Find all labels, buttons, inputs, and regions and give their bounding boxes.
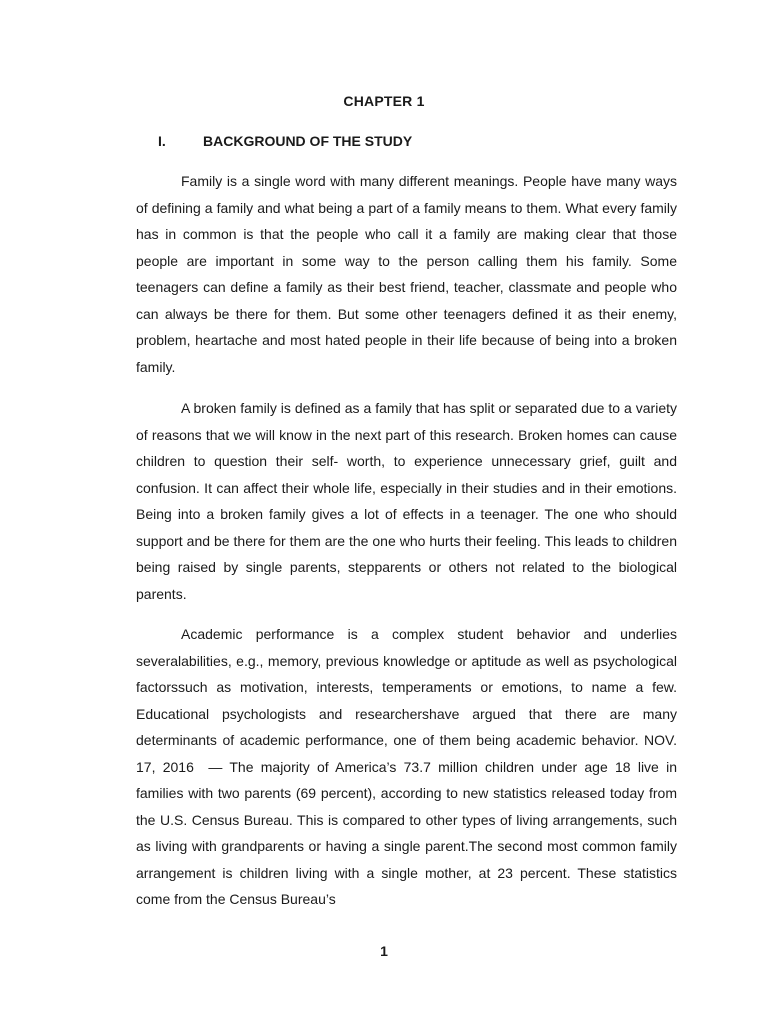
paragraph: Family is a single word with many different meanings. People have many ways of defining a family and what being a part of a family means to them. What every family has in common is that the people who call it a family are making clear that those people are important in some way to the person calling them his family. Some teenagers can define a family as their best friend, teacher, classmate and people who can always be there for them. But some other teenagers defined it as their enemy, problem, heartache and most hated people in their life because of being into a broken family. [136, 173, 677, 375]
paragraph-block [136, 395, 677, 607]
section-title: BACKGROUND OF THE STUDY [203, 133, 413, 149]
chapter-title: CHAPTER 1 [343, 93, 425, 109]
paragraph-block [136, 168, 677, 380]
page-number: 1 [380, 943, 388, 959]
section-heading [158, 133, 412, 149]
paragraph: Academic performance is a complex student behavior and underlies severalabilities, e.g., memory, previous knowledge or aptitude as well as psychological factorssuch as motivation, interests, temperaments or emotions, to name a few. Educational psychologists and researchershave argued that there are many determinants of academic performance, one of them being academic behavior. NOV. 17, 2016 — The majority of America’s 73.7 million children under age 18 live in families with two parents (69 percent), according to new statistics released today from the U.S. Census Bureau. This is compared to other types of living arrangements, such as living with grandparents or having a single parent.The second most common family arrangement is children living with a single mother, at 23 percent. These statistics come from the Census Bureau’s [136, 626, 677, 907]
paragraph-block [136, 621, 677, 913]
section-number: I. [158, 133, 166, 149]
paragraph: A broken family is defined as a family that has split or separated due to a variety of reasons that we will know in the next part of this research. Broken homes can cause children to question their self- worth, to experience unnecessary grief, guilt and confusion. It can affect their whole life, especially in their studies and in their emotions. Being into a broken family gives a lot of effects in a teenager. The one who should support and be there for them are the one who hurts their feeling. This leads to children being raised by single parents, stepparents or others not related to the biological parents. [136, 400, 677, 602]
